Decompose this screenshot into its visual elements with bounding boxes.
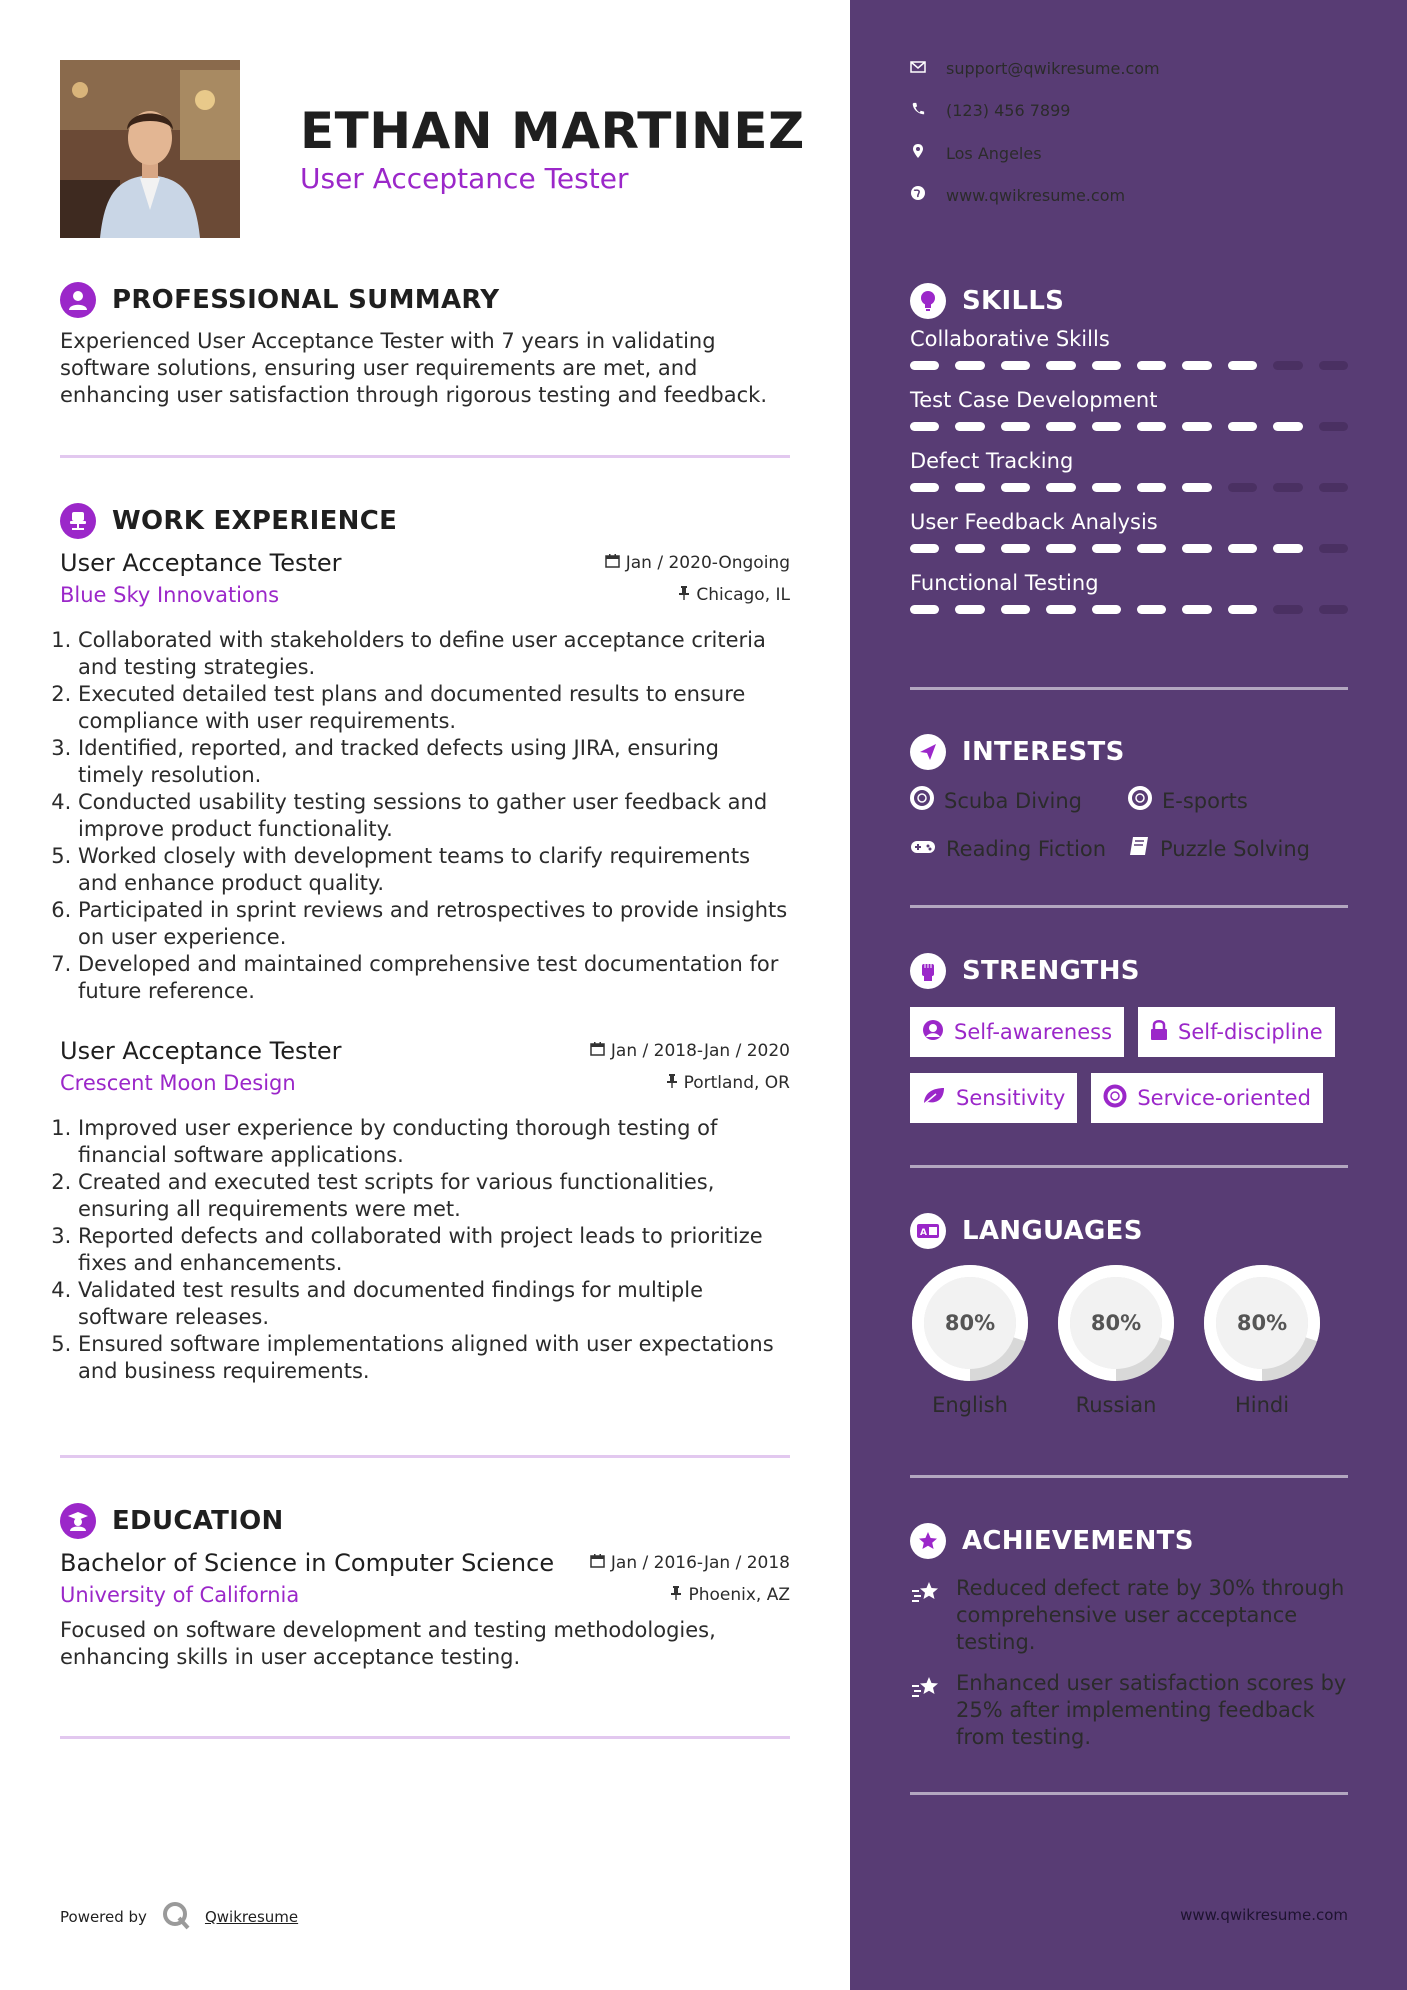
- user-circle-icon: [922, 1019, 944, 1046]
- list-item: 1. Collaborated with stakeholders to define user acceptance criteria and testing strategies.: [78, 627, 790, 681]
- languages-heading: LANGUAGES: [962, 1216, 1143, 1246]
- contact-location-text: Los Angeles: [946, 143, 1042, 163]
- achievements-heading: ACHIEVEMENTS: [962, 1526, 1194, 1556]
- raised-fist-icon: [910, 953, 946, 989]
- strength-label: Sensitivity: [956, 1086, 1066, 1110]
- strength-tag: [910, 1073, 1077, 1123]
- skill-level-segment: [1092, 361, 1121, 370]
- list-item: 6. Participated in sprint reviews and retrospectives to provide insights on user experience.: [78, 897, 790, 951]
- skill-level-segment: [1182, 483, 1211, 492]
- skill-name: Test Case Development: [910, 388, 1158, 412]
- company-name: Blue Sky Innovations: [60, 583, 280, 607]
- education-location: [670, 1585, 790, 1605]
- pin-icon: [666, 1073, 678, 1093]
- skill-level-bar: [910, 544, 1348, 554]
- job-role: User Acceptance Tester: [60, 549, 342, 577]
- shooting-star-icon: [910, 1575, 944, 1656]
- language-name: Hindi: [1234, 1393, 1290, 1417]
- skill-item: [910, 388, 1348, 432]
- skill-level-segment: [1001, 544, 1030, 553]
- skill-item: [910, 449, 1348, 493]
- skill-level-segment: [1046, 361, 1075, 370]
- education-section: [60, 1501, 790, 1671]
- strength-label: Service-oriented: [1137, 1086, 1311, 1110]
- company-name: Crescent Moon Design: [60, 1071, 296, 1095]
- envelope-icon: [910, 59, 926, 78]
- skill-level-segment: [1319, 483, 1348, 492]
- skill-level-bar: [910, 361, 1348, 371]
- education-heading: EDUCATION: [112, 1506, 284, 1536]
- footer-website[interactable]: www.qwikresume.com: [1180, 1906, 1348, 1924]
- language-name: English: [932, 1393, 1008, 1417]
- skill-level-segment: [1228, 483, 1257, 492]
- contact-email-text: support@qwikresume.com: [946, 59, 1160, 78]
- achievement-text: Enhanced user satisfaction scores by 25% after implementing feedback from testing.: [956, 1671, 1347, 1749]
- education-location-text: Phoenix, AZ: [688, 1585, 790, 1605]
- job-dates: [590, 1041, 790, 1061]
- job-location-text: Portland, OR: [683, 1073, 790, 1093]
- life-ring-icon: [1103, 1084, 1127, 1113]
- language-ring: [910, 1263, 1030, 1383]
- life-ring-icon: [910, 786, 934, 815]
- summary-section: [60, 280, 790, 409]
- education-text: Focused on software development and testing methodologies, enhancing skills in user acceptance testing.: [60, 1618, 716, 1669]
- skill-level-segment: [1046, 544, 1075, 553]
- education-dates-text: Jan / 2016-Jan / 2018: [610, 1553, 790, 1573]
- office-chair-icon: [60, 503, 96, 539]
- skill-level-segment: [1228, 422, 1257, 431]
- skill-level-segment: [1092, 605, 1121, 614]
- divider: [60, 455, 790, 458]
- skill-name: Collaborative Skills: [910, 327, 1110, 351]
- education-dates: [590, 1553, 790, 1573]
- skill-level-bar: [910, 422, 1348, 432]
- skill-level-segment: [955, 483, 984, 492]
- life-ring-icon: [1128, 786, 1152, 815]
- divider: [910, 905, 1348, 908]
- skill-level-segment: [1092, 483, 1121, 492]
- skill-level-segment: [1228, 544, 1257, 553]
- interests-section: [910, 732, 1348, 862]
- language-ring: [1202, 1263, 1322, 1383]
- languages-section: [910, 1211, 1348, 1417]
- contact-website-text: www.qwikresume.com: [946, 185, 1126, 205]
- book-icon: [1128, 835, 1150, 862]
- job-location: [678, 585, 790, 605]
- contact-phone[interactable]: [910, 101, 1070, 120]
- experience-heading: WORK EXPERIENCE: [112, 506, 398, 536]
- svg-text:A: A: [920, 1228, 927, 1238]
- skill-level-segment: [955, 544, 984, 553]
- strength-label: Self-awareness: [954, 1020, 1113, 1044]
- pin-icon: [670, 1585, 682, 1605]
- gamepad-icon: [910, 837, 936, 861]
- interests-heading: INTERESTS: [962, 737, 1125, 767]
- candidate-title: User Acceptance Tester: [300, 162, 629, 195]
- paper-plane-icon: [910, 734, 946, 770]
- strength-label: Self-discipline: [1178, 1020, 1323, 1044]
- strength-tag: [1091, 1073, 1323, 1123]
- skill-level-segment: [1319, 605, 1348, 614]
- skill-level-segment: [1273, 483, 1302, 492]
- language-percent: 80%: [1090, 1311, 1142, 1335]
- skill-level-segment: [1182, 544, 1211, 553]
- list-item: 7. Developed and maintained comprehensive test documentation for future reference.: [78, 951, 790, 1005]
- globe-icon: [910, 185, 926, 205]
- interest-item: [910, 835, 1128, 862]
- skill-name: User Feedback Analysis: [910, 510, 1158, 534]
- achievement-item: [910, 1575, 1348, 1656]
- profile-photo: [60, 60, 240, 238]
- degree: Bachelor of Science in Computer Science: [60, 1549, 555, 1577]
- skill-level-segment: [1137, 483, 1166, 492]
- skill-level-segment: [1319, 544, 1348, 553]
- list-item: 2. Created and executed test scripts for various functionalities, ensuring all requirements were met.: [78, 1169, 790, 1223]
- divider: [60, 1455, 790, 1458]
- skill-level-segment: [1046, 605, 1075, 614]
- language-name: Russian: [1075, 1393, 1157, 1417]
- experience-section: [60, 501, 790, 1385]
- job-location: [666, 1073, 790, 1093]
- interest-label: Reading Fiction: [946, 836, 1107, 861]
- strength-tag: [910, 1007, 1124, 1057]
- skill-item: [910, 327, 1348, 371]
- calendar-icon: [605, 553, 620, 573]
- language-item: [910, 1263, 1030, 1417]
- list-item: 5. Ensured software implementations aligned with user expectations and business requirements.: [78, 1331, 790, 1385]
- skill-item: [910, 571, 1348, 615]
- skill-level-bar: [910, 605, 1348, 615]
- interest-label: Scuba Diving: [944, 788, 1082, 813]
- divider: [910, 1792, 1348, 1795]
- skill-level-segment: [1182, 605, 1211, 614]
- skill-level-segment: [1273, 544, 1302, 553]
- skill-level-segment: [1092, 422, 1121, 431]
- list-item: 1. Improved user experience by conducting thorough testing of financial software applications.: [78, 1115, 790, 1169]
- strengths-section: [910, 951, 1348, 1123]
- phone-icon: [910, 101, 926, 120]
- skill-level-segment: [1001, 361, 1030, 370]
- skill-level-segment: [1319, 422, 1348, 431]
- candidate-name: ETHAN MARTINEZ: [300, 102, 805, 160]
- list-item: 4. Conducted usability testing sessions to gather user feedback and improve product functionality.: [78, 789, 790, 843]
- skill-level-segment: [1001, 483, 1030, 492]
- achievement-item: [910, 1670, 1348, 1751]
- job-role: User Acceptance Tester: [60, 1037, 342, 1065]
- achievement-text: Reduced defect rate by 30% through comprehensive user acceptance testing.: [956, 1576, 1345, 1654]
- pin-icon: [678, 585, 690, 605]
- qwikresume-logo-icon: [161, 1900, 191, 1934]
- skill-level-segment: [910, 483, 939, 492]
- job-responsibilities: [60, 627, 790, 1005]
- list-item: 2. Executed detailed test plans and documented results to ensure compliance with user requirements.: [78, 681, 790, 735]
- graduate-icon: [60, 1503, 96, 1539]
- interest-label: E-sports: [1162, 788, 1248, 813]
- skill-level-segment: [1228, 361, 1257, 370]
- strength-tag: [1138, 1007, 1335, 1057]
- skill-level-segment: [955, 422, 984, 431]
- skill-level-segment: [1273, 361, 1302, 370]
- skills-list: [910, 327, 1348, 615]
- skill-level-segment: [1228, 605, 1257, 614]
- job-dates: [605, 553, 790, 573]
- skill-level-segment: [1137, 422, 1166, 431]
- interest-label: Puzzle Solving: [1160, 836, 1310, 861]
- contact-phone-text: (123) 456 7899: [946, 101, 1071, 120]
- contact-website[interactable]: [910, 185, 1125, 205]
- job-entry: [60, 549, 790, 1005]
- skill-level-segment: [1273, 605, 1302, 614]
- language-ring: [1056, 1263, 1176, 1383]
- skill-level-segment: [910, 361, 939, 370]
- school-name: University of California: [60, 1583, 300, 1607]
- skill-name: Functional Testing: [910, 571, 1099, 595]
- footer-branding: [60, 1900, 298, 1934]
- skills-heading: SKILLS: [962, 286, 1065, 316]
- job-dates-text: Jan / 2020-Ongoing: [625, 553, 790, 573]
- skill-level-segment: [1046, 422, 1075, 431]
- skill-level-segment: [955, 361, 984, 370]
- language-item: [1202, 1263, 1322, 1417]
- strengths-heading: STRENGTHS: [962, 956, 1140, 986]
- skill-level-segment: [1137, 361, 1166, 370]
- language-item: [1056, 1263, 1176, 1417]
- skill-level-segment: [1092, 544, 1121, 553]
- skill-level-segment: [1046, 483, 1075, 492]
- skill-level-segment: [1137, 544, 1166, 553]
- interests-list: [910, 786, 1348, 862]
- language-percent: 80%: [1236, 1311, 1288, 1335]
- achievements-section: [910, 1521, 1348, 1751]
- lock-icon: [1150, 1019, 1168, 1046]
- calendar-icon: [590, 1553, 605, 1573]
- language-icon: [910, 1213, 946, 1249]
- skill-level-segment: [955, 605, 984, 614]
- skill-level-segment: [1182, 361, 1211, 370]
- shooting-star-icon: [910, 1670, 944, 1751]
- skill-level-segment: [910, 605, 939, 614]
- powered-by-text: Powered by: [60, 1908, 147, 1926]
- divider: [60, 1736, 790, 1739]
- map-marker-icon: [910, 143, 926, 163]
- interest-item: [1128, 786, 1348, 815]
- contact-email[interactable]: [910, 59, 1160, 78]
- strengths-list: [910, 1007, 1350, 1123]
- summary-text: Experienced User Acceptance Tester with 7 years in validating software solutions, ensuring user requirements are met, and enhancing user satisfaction through rigorous testing and feedback.: [60, 329, 768, 407]
- list-item: 4. Validated test results and documented findings for multiple software releases.: [78, 1277, 790, 1331]
- star-badge-icon: [910, 1523, 946, 1559]
- skill-item: [910, 510, 1348, 554]
- education-entry: [60, 1549, 790, 1671]
- user-icon: [60, 282, 96, 318]
- list-item: 3. Identified, reported, and tracked defects using JIRA, ensuring timely resolution.: [78, 735, 790, 789]
- skill-level-segment: [1137, 605, 1166, 614]
- interest-item: [1128, 835, 1348, 862]
- skill-level-segment: [910, 544, 939, 553]
- job-location-text: Chicago, IL: [696, 585, 790, 605]
- language-percent: 80%: [944, 1311, 996, 1335]
- divider: [910, 1475, 1348, 1478]
- footer-brand-link[interactable]: Qwikresume: [204, 1908, 299, 1926]
- job-responsibilities: [60, 1115, 790, 1385]
- skill-level-segment: [1273, 422, 1302, 431]
- skill-level-segment: [1319, 361, 1348, 370]
- contact-location: [910, 143, 1042, 163]
- skill-name: Defect Tracking: [910, 449, 1074, 473]
- lightbulb-icon: [910, 283, 946, 319]
- list-item: 5. Worked closely with development teams to clarify requirements and enhance product quality.: [78, 843, 790, 897]
- list-item: 3. Reported defects and collaborated with project leads to prioritize fixes and enhancements.: [78, 1223, 790, 1277]
- languages-list: [910, 1263, 1348, 1417]
- skill-level-segment: [910, 422, 939, 431]
- interest-item: [910, 786, 1128, 815]
- skill-level-segment: [1001, 605, 1030, 614]
- divider: [910, 687, 1348, 690]
- skill-level-segment: [1001, 422, 1030, 431]
- skill-level-bar: [910, 483, 1348, 493]
- skill-level-segment: [1182, 422, 1211, 431]
- skills-section: [910, 281, 1348, 615]
- summary-heading: PROFESSIONAL SUMMARY: [112, 285, 500, 315]
- calendar-icon: [590, 1041, 605, 1061]
- leaf-icon: [922, 1086, 946, 1111]
- job-entry: [60, 1037, 790, 1385]
- divider: [910, 1165, 1348, 1168]
- job-dates-text: Jan / 2018-Jan / 2020: [610, 1041, 790, 1061]
